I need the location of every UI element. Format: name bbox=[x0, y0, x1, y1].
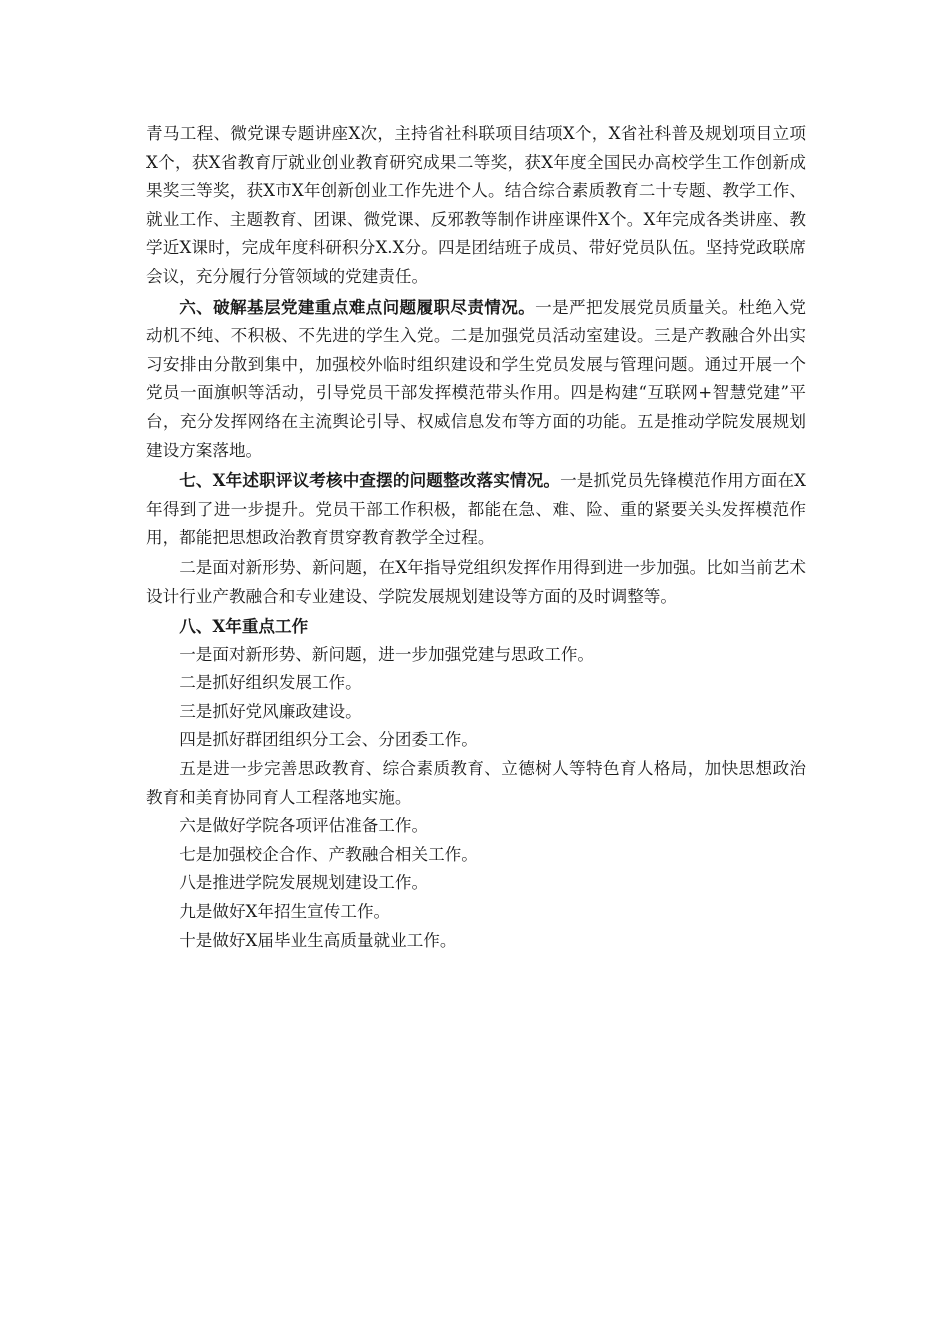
section-8-heading: 八、X年重点工作 bbox=[179, 616, 309, 637]
list-item: 一是面对新形势、新问题，进一步加强党建与思政工作。 bbox=[179, 644, 595, 664]
list-item: 五是进一步完善思政教育、综合素质教育、立德树人等特色育人格局，加快思想政治教育和美育协同育人工程落地实施。 bbox=[146, 759, 806, 807]
section-7-heading: 七、X年述职评议考核中查摆的问题整改落实情况。 bbox=[179, 470, 561, 491]
list-item: 六是做好学院各项评估准备工作。 bbox=[179, 816, 429, 836]
list-item: 四是抓好群团组织分工会、分团委工作。 bbox=[179, 730, 478, 750]
section-7-body: 一是抓党员先锋模范作用方面在X年得到了进一步提升。党员干部工作积极，都能在急、难、险、重的紧要关头发挥模范作用，都能把思想政治教育贯穿教育教学全过程。 bbox=[146, 471, 807, 548]
document-page bbox=[146, 120, 806, 955]
list-item: 七是加强校企合作、产教融合相关工作。 bbox=[179, 844, 478, 864]
list-item: 二是抓好组织发展工作。 bbox=[179, 673, 362, 693]
list-item: 十是做好X届毕业生高质量就业工作。 bbox=[179, 930, 457, 950]
list-item: 八是推进学院发展规划建设工作。 bbox=[179, 873, 429, 893]
section-6-body: 一是严把发展党员质量关。杜绝入党动机不纯、不积极、不先进的学生入党。二是加强党员活动室建设。三是产教融合外出实习安排由分散到集中，加强校外临时组织建设和学生党员发展与管理问题。通过开展一个党员一面旗帜等活动，引导党员干部发挥模范带头作用。四是构建“互联网+智慧党建”平台，充分发挥网络在主流舆论引导、权威信息发布等方面的功能。五是推动学院发展规划建设方案落地。 bbox=[146, 297, 807, 460]
list-item: 九是做好X年招生宣传工作。 bbox=[179, 902, 391, 922]
list-item: 三是抓好党风廉政建设。 bbox=[179, 701, 362, 721]
section-8-list bbox=[146, 641, 806, 956]
intro-paragraph: 青马工程、微党课专题讲座X次，主持省社科联项目结项X个，X省社科普及规划项目立项X个，获X省教育厅就业创业教育研究成果二等奖，获X年度全国民办高校学生工作创新成果奖三等奖，获X市X年创新创业工作先进个人。结合综合素质教育二十专题、教学工作、就业工作、主题教育、团课、微党课、反邪教等制作讲座课件X个。X年完成各类讲座、教学近X课时，完成年度科研积分X.X分。四是团结班子成员、带好党员队伍。坚持党政联席会议，充分履行分管领域的党建责任。 bbox=[146, 124, 806, 286]
section-6-paragraph bbox=[146, 293, 806, 466]
section-7-second-paragraph: 二是面对新形势、新问题，在X年指导党组织发挥作用得到进一步加强。比如当前艺术设计行业产教融合和专业建设、学院发展规划建设等方面的及时调整等。 bbox=[146, 557, 806, 606]
section-7-paragraph bbox=[146, 466, 806, 553]
section-6-heading: 六、破解基层党建重点难点问题履职尽责情况。 bbox=[179, 296, 536, 317]
